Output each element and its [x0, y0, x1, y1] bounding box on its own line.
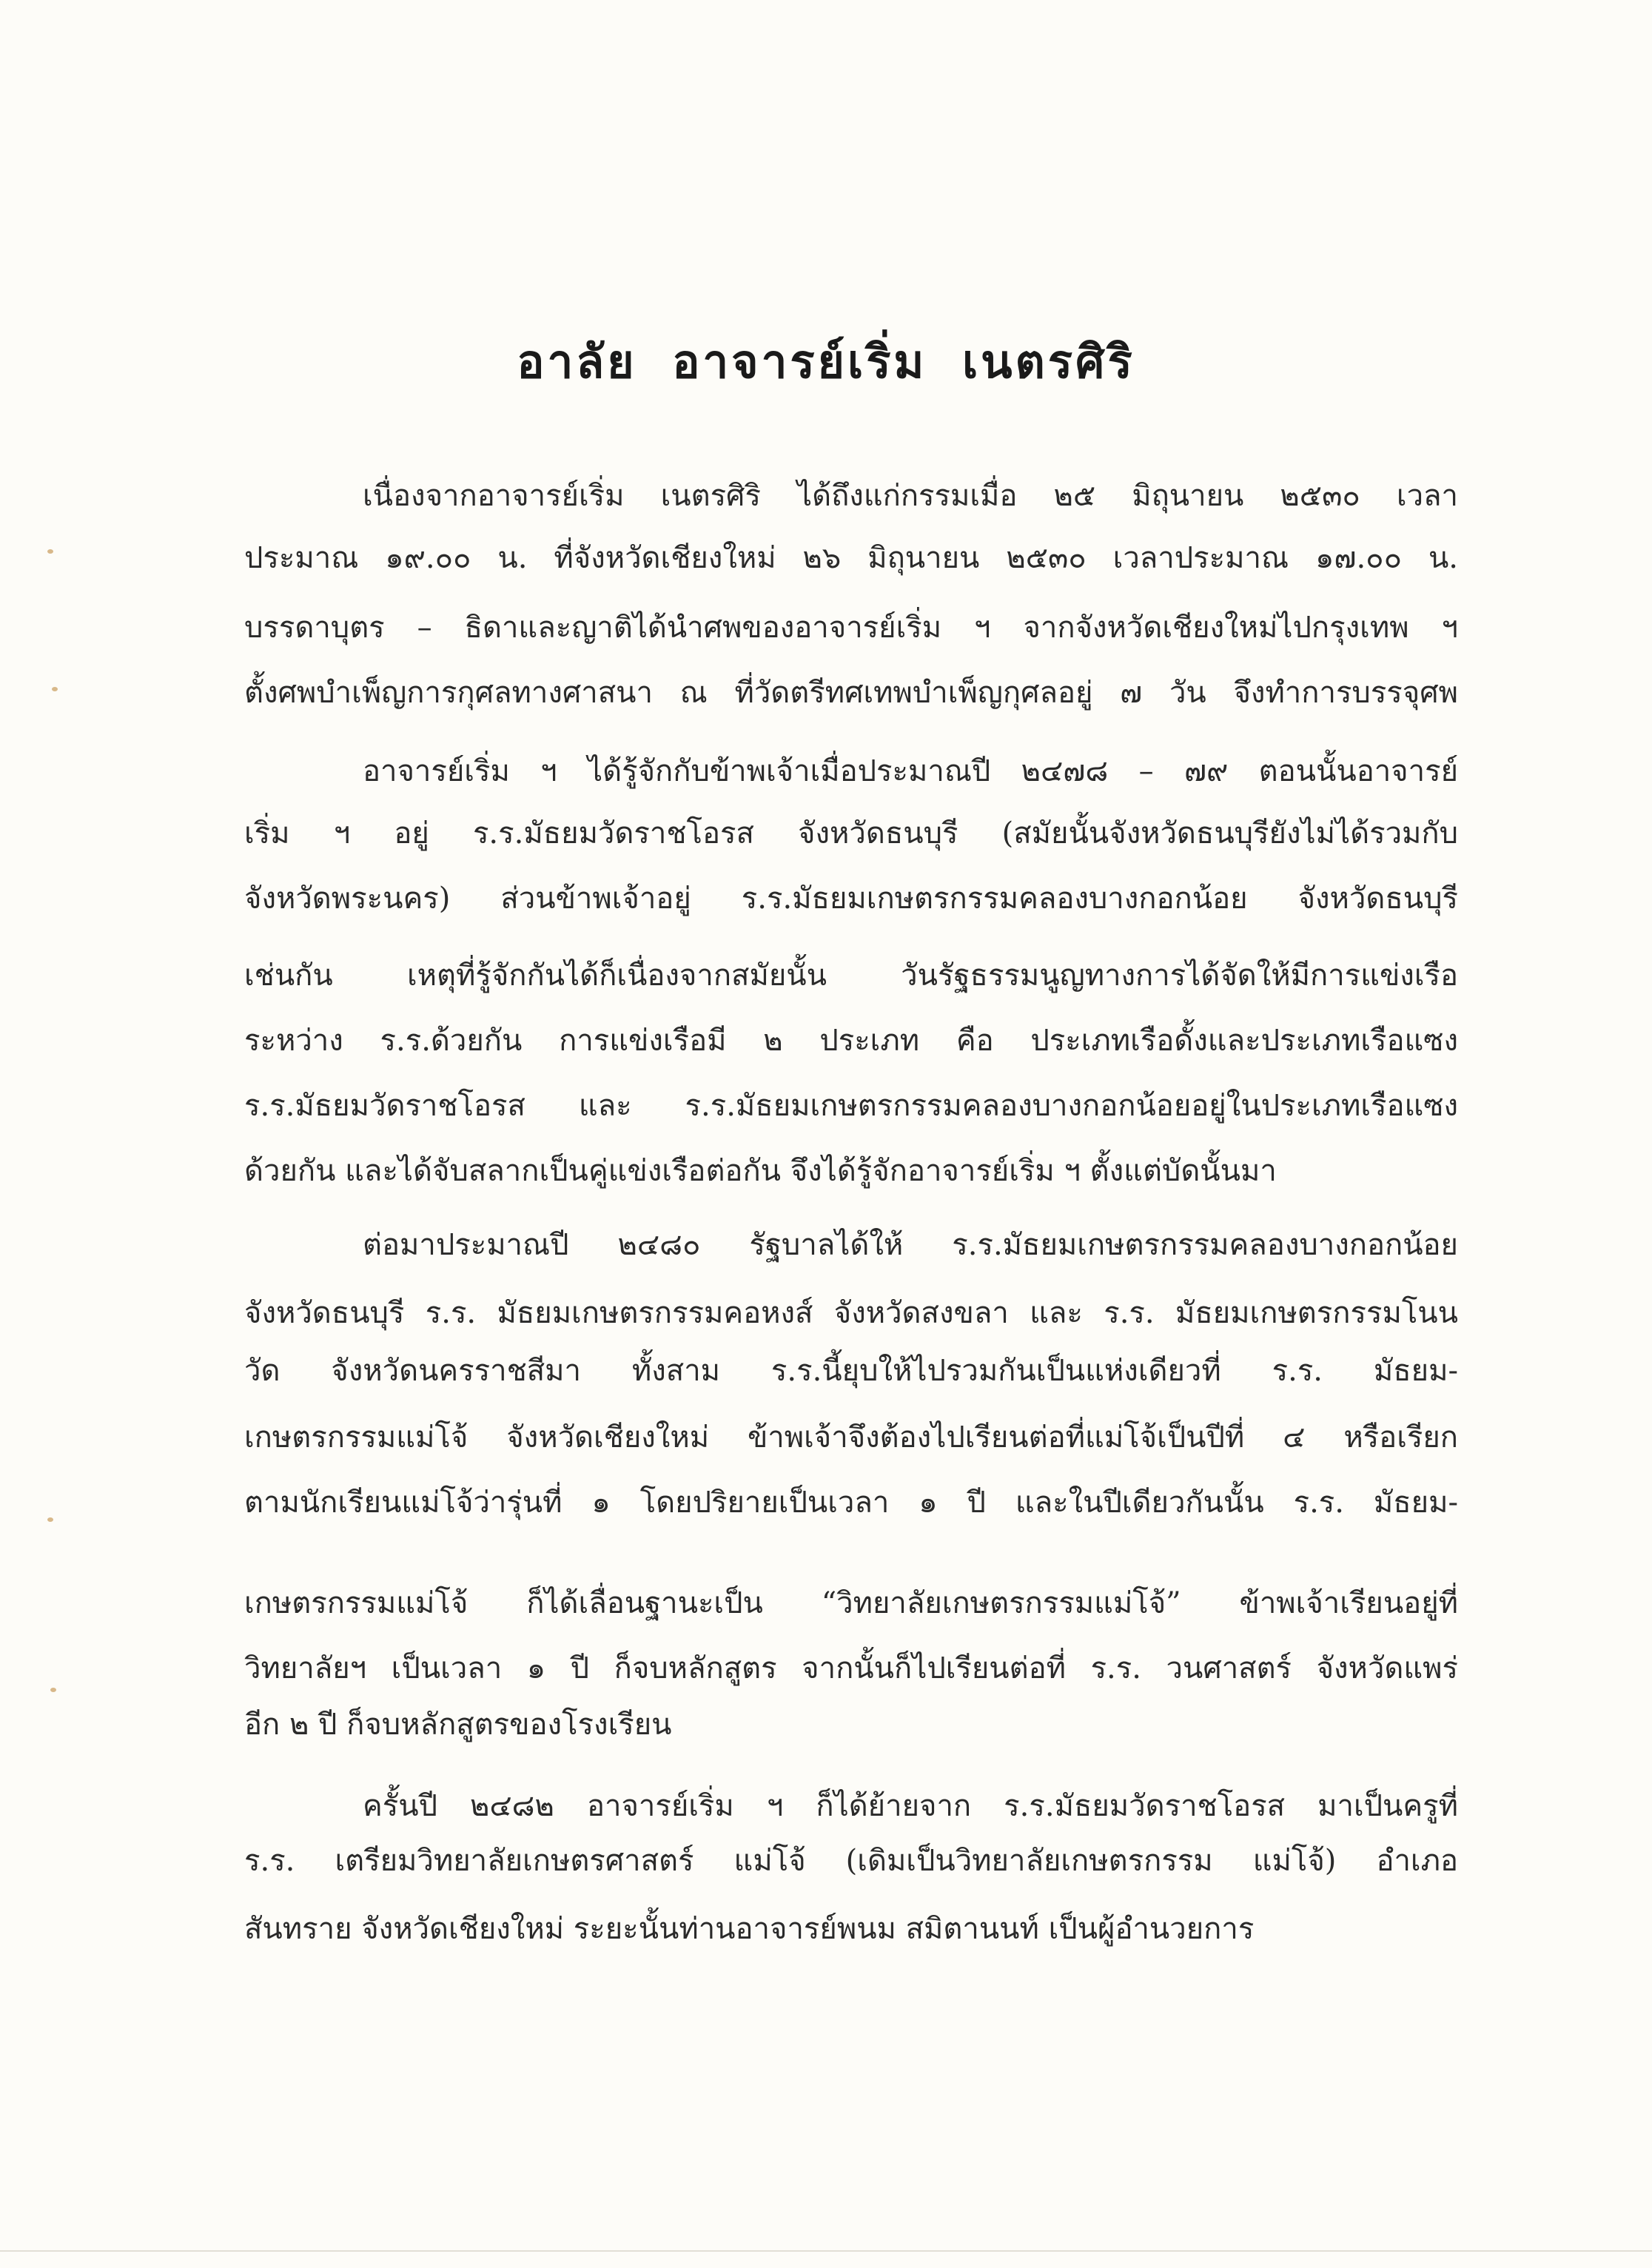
paragraph-3-line-4: เกษตรกรรมแม่โจ้ จังหวัดเชียงใหม่ ข้าพเจ้าจึงต้องไปเรียนต่อที่แม่โจ้เป็นปีที่ ๔ หรือเรียก	[244, 1420, 1458, 1455]
paper-speck	[47, 1517, 53, 1522]
paragraph-3-line-8: อีก ๒ ปี ก็จบหลักสูตรของโรงเรียน	[244, 1708, 672, 1742]
paragraph-3-line-7: วิทยาลัยฯ เป็นเวลา ๑ ปี ก็จบหลักสูตร จากนั้นก็ไปเรียนต่อที่ ร.ร. วนศาสตร์ จังหวัดแพร่	[244, 1651, 1458, 1685]
paragraph-3-line-3: วัด จังหวัดนครราชสีมา ทั้งสาม ร.ร.นี้ยุบให้ไปรวมกันเป็นแห่งเดียวที่ ร.ร. มัธยม-	[244, 1354, 1458, 1388]
paragraph-1-line-4: ตั้งศพบำเพ็ญการกุศลทางศาสนา ณ ที่วัดตรีทศเทพบำเพ็ญกุศลอยู่ ๗ วัน จึงทำการบรรจุศพ	[244, 676, 1458, 710]
paper-speck	[52, 687, 58, 691]
paragraph-1-line-1: เนื่องจากอาจารย์เริ่ม เนตรศิริ ได้ถึงแก่กรรมเมื่อ ๒๕ มิถุนายน ๒๕๓๐ เวลา	[363, 479, 1458, 513]
scan-edge	[0, 2250, 1652, 2252]
paragraph-2-line-1: อาจารย์เริ่ม ฯ ได้รู้จักกับข้าพเจ้าเมื่อประมาณปี ๒๔๗๘ – ๗๙ ตอนนั้นอาจารย์	[363, 754, 1458, 788]
paragraph-3-line-1: ต่อมาประมาณปี ๒๔๘๐ รัฐบาลได้ให้ ร.ร.มัธยมเกษตรกรรมคลองบางกอกน้อย	[363, 1228, 1458, 1262]
paragraph-2-line-4: เช่นกัน เหตุที่รู้จักกันได้ก็เนื่องจากสมัยนั้น วันรัฐธรรมนูญทางการได้จัดให้มีการแข่งเรือ	[244, 959, 1458, 993]
paragraph-2-line-6: ร.ร.มัธยมวัดราชโอรส และ ร.ร.มัธยมเกษตรกรรมคลองบางกอกน้อยอยู่ในประเภทเรือแซง	[244, 1089, 1458, 1123]
paragraph-4-line-1: ครั้นปี ๒๔๘๒ อาจารย์เริ่ม ฯ ก็ได้ย้ายจาก ร.ร.มัธยมวัดราชโอรส มาเป็นครูที่	[363, 1789, 1458, 1823]
paragraph-3-line-6: เกษตรกรรมแม่โจ้ ก็ได้เลื่อนฐานะเป็น “วิทยาลัยเกษตรกรรมแม่โจ้” ข้าพเจ้าเรียนอยู่ที่	[244, 1586, 1458, 1620]
paragraph-2-line-5: ระหว่าง ร.ร.ด้วยกัน การแข่งเรือมี ๒ ประเภท คือ ประเภทเรือดั้งและประเภทเรือแซง	[244, 1024, 1458, 1058]
paragraph-4-line-2: ร.ร. เตรียมวิทยาลัยเกษตรศาสตร์ แม่โจ้ (เดิมเป็นวิทยาลัยเกษตรกรรม แม่โจ้) อำเภอ	[244, 1844, 1458, 1878]
paper-speck	[50, 1688, 56, 1692]
paragraph-1-line-2: ประมาณ ๑๙.๐๐ น. ที่จังหวัดเชียงใหม่ ๒๖ มิถุนายน ๒๕๓๐ เวลาประมาณ ๑๗.๐๐ น.	[244, 541, 1458, 575]
paragraph-3-line-2: จังหวัดธนบุรี ร.ร. มัธยมเกษตรกรรมคอหงส์ จังหวัดสงขลา และ ร.ร. มัธยมเกษตรกรรมโนน	[244, 1296, 1458, 1330]
paragraph-2-line-2: เริ่ม ฯ อยู่ ร.ร.มัธยมวัดราชโอรส จังหวัดธนบุรี (สมัยนั้นจังหวัดธนบุรียังไม่ได้รวมกับ	[244, 816, 1458, 850]
paragraph-2-line-3: จังหวัดพระนคร) ส่วนข้าพเจ้าอยู่ ร.ร.มัธยมเกษตรกรรมคลองบางกอกน้อย จังหวัดธนบุรี	[244, 882, 1458, 916]
paragraph-1-line-3: บรรดาบุตร – ธิดาและญาติได้นำศพของอาจารย์เริ่ม ฯ จากจังหวัดเชียงใหม่ไปกรุงเทพ ฯ	[244, 611, 1458, 645]
paragraph-2-line-7: ด้วยกัน และได้จับสลากเป็นคู่แข่งเรือต่อกัน จึงได้รู้จักอาจารย์เริ่ม ฯ ตั้งแต่บัดนั้นมา	[244, 1154, 1277, 1188]
paper-speck	[47, 549, 53, 554]
document-title: อาลัย อาจารย์เริ่ม เนตรศิริ	[517, 335, 1135, 389]
paragraph-3-line-5: ตามนักเรียนแม่โจ้ว่ารุ่นที่ ๑ โดยปริยายเป็นเวลา ๑ ปี และในปีเดียวกันนั้น ร.ร. มัธยม-	[244, 1486, 1458, 1520]
paragraph-4-line-3: สันทราย จังหวัดเชียงใหม่ ระยะนั้นท่านอาจารย์พนม สมิตานนท์ เป็นผู้อำนวยการ	[244, 1912, 1255, 1946]
